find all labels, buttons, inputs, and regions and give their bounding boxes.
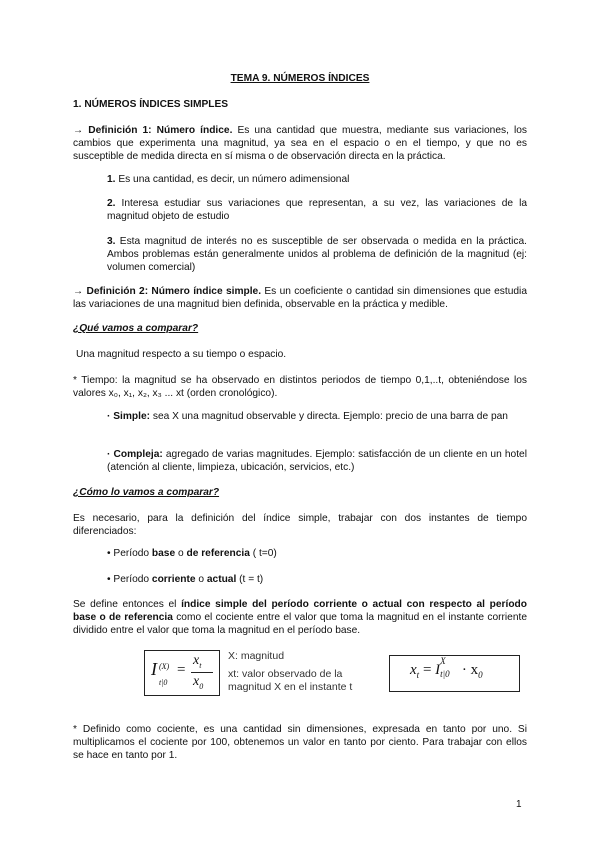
rhs-x-sub: t [416, 670, 420, 680]
rhs-x0-sub: 0 [478, 670, 483, 680]
bullet-simple-label: · Simple: [107, 411, 151, 422]
point-3 [107, 235, 527, 274]
formula-equals: = [177, 662, 186, 678]
paragraph-define-bold: índice simple del período corriente o actual con respecto al período base o de referencia [73, 599, 527, 623]
page-title: TEMA 9. NÚMEROS ÍNDICES [230, 73, 370, 84]
periodo-base-pre: • Período [107, 548, 152, 559]
point-2-text: Interesa estudiar sus variaciones que representan, a su vez, las variaciones de la magnitud objeto de estudio [107, 198, 527, 222]
formula-denominator-sub: 0 [199, 681, 204, 691]
definition-2-text: Es un coeficiente o cantidad sin dimensiones que estudia las variaciones de una magnitud bien definida, observable en la práctica y medible. [73, 286, 527, 310]
rhs-equals: = [422, 662, 432, 678]
periodo-base-b2: de referencia [186, 548, 250, 559]
paragraph-necesario: Es necesario, para la definición del índice simple, trabajar con dos instantes de tiempo diferenciados: [73, 513, 527, 537]
bullet-simple [107, 410, 527, 423]
rhs-x: x [410, 662, 417, 678]
periodo-base [107, 547, 527, 560]
legend-valor: xt: valor observado de la magnitud X en el instante t [228, 668, 353, 693]
point-2 [107, 197, 527, 223]
point-1 [107, 173, 527, 186]
bullet-compleja-text: agregado de varias magnitudes. Ejemplo: satisfacción de un cliente en un hotel (atención al cliente, limpieza, ubicación, servicios, etc.) [107, 449, 527, 473]
bullet-compleja [107, 448, 527, 474]
formula-index-symbol: I [151, 659, 157, 679]
periodo-base-mid: o [175, 548, 187, 559]
rhs-index: I [435, 662, 441, 678]
definition-1-text: Es una cantidad que muestra, mediante sus variaciones, los cambios que experimenta una magnitud, ya sea en el espacio o en el tiempo, y que no es susceptible de medida directa en sí misma o de observación directa en la práctica. [73, 125, 527, 162]
periodo-corriente-b1: corriente [151, 574, 196, 585]
bullet-simple-text: sea X una magnitud observable y directa. Ejemplo: precio de una barra de pan [150, 411, 508, 422]
point-3-number: 3. [107, 236, 116, 247]
point-1-number: 1. [107, 174, 116, 185]
point-2-number: 2. [107, 198, 116, 209]
paragraph-define [73, 598, 527, 637]
periodo-corriente-post: (t = t) [236, 574, 264, 585]
paragraph-define-pre: Se define entonces el [73, 599, 182, 610]
formula-index-sub: t|0 [159, 678, 168, 687]
legend-magnitud: X: magnitud [228, 650, 285, 662]
paragraph-define-post: como el cociente entre el valor que toma la magnitud en el instante corriente dividido entre el valor que toma la magnitud en el período base. [73, 612, 527, 636]
definition-2 [73, 285, 527, 311]
formula-numerator-x: x [193, 653, 200, 668]
periodo-corriente-b2: actual [206, 574, 237, 585]
periodo-corriente [107, 573, 527, 586]
formula-legend [228, 650, 376, 694]
periodo-corriente-pre: • Período [107, 574, 152, 585]
question-how: ¿Cómo lo vamos a comparar? [73, 487, 220, 498]
paragraph-tiempo: * Tiempo: la magnitud se ha observado en distintos periodos de tiempo 0,1,..t, obteniéndose los valores x₀, x₁, x₂, x₃ ... xt (orden cronológico). [73, 375, 527, 399]
definition-1 [73, 124, 527, 163]
formula-numerator [193, 654, 201, 672]
periodo-base-b1: base [151, 548, 176, 559]
formula-index-sup: (X) [159, 662, 170, 671]
periodo-base-post: ( t=0) [249, 548, 277, 559]
rhs-index-scripts [440, 656, 458, 679]
formula-denominator [193, 675, 203, 693]
point-1-text: Es una cantidad, es decir, un número adimensional [115, 174, 350, 185]
rhs-index-sup: X [440, 656, 446, 666]
formula-denominator-x: x [193, 674, 200, 689]
definition-2-label: → Definición 2: Número índice simple. [73, 286, 262, 297]
question-what: ¿Qué vamos a comparar? [73, 323, 199, 334]
rhs-mult: · x [461, 662, 479, 678]
paragraph-magnitud: Una magnitud respecto a su tiempo o espacio. [76, 349, 287, 360]
formula-value-box [389, 655, 520, 692]
rhs-index-sub: t|0 [440, 669, 450, 679]
section-heading: 1. NÚMEROS ÍNDICES SIMPLES [73, 99, 229, 110]
formula-value-expression [410, 656, 483, 682]
point-3-text: Esta magnitud de interés no es susceptible de ser observada o medida en la práctica. Ambos problemas están generalmente unidos al problema de definición de la magnitud (ej: volumen comercial) [107, 236, 527, 273]
periodo-corriente-mid: o [195, 574, 207, 585]
formula-numerator-sub: t [199, 660, 202, 670]
definition-1-label: → Definición 1: Número índice. [73, 125, 233, 136]
fraction-bar [191, 672, 213, 673]
page-number: 1 [516, 799, 522, 810]
bullet-compleja-label: · Compleja: [107, 449, 163, 460]
paragraph-final: * Definido como cociente, es una cantidad sin dimensiones, expresada en tanto por uno. Si multiplicamos el cociente por 100, obtenemos un valor en tanto por ciento. Para trabajar con ellos se hace en tanto por 1. [73, 724, 527, 761]
formula-index-box [144, 650, 220, 696]
